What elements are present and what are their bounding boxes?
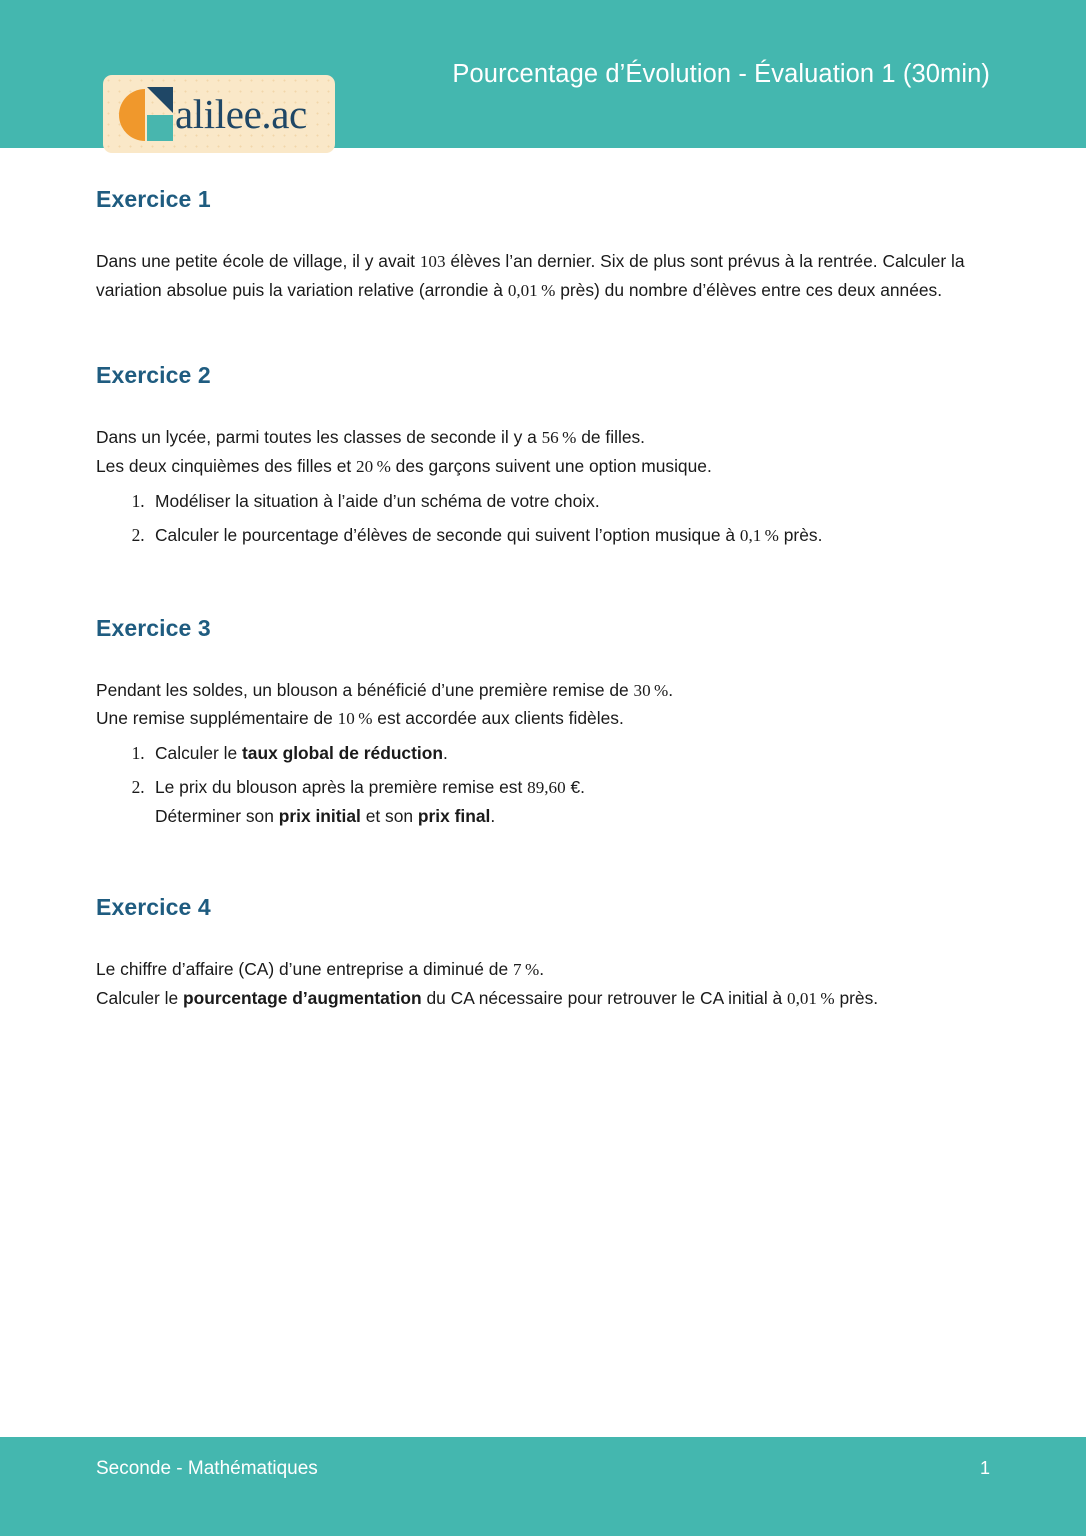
- text-run: est accordée aux clients fidèles.: [372, 708, 624, 729]
- text-run: Modéliser la situation à l’aide d’un schéma de votre choix.: [155, 490, 600, 511]
- text-run: Déterminer son: [155, 805, 279, 826]
- galilee-logo-icon: [119, 87, 176, 142]
- emphasis-text: prix initial: [278, 805, 361, 826]
- exercise-question-list: [96, 739, 990, 830]
- statement-line: [96, 247, 990, 304]
- exercise-section: [96, 615, 990, 830]
- text-run: du CA nécessaire pour retrouver le CA initial à: [421, 987, 788, 1008]
- text-run: .: [442, 743, 448, 763]
- text-run: Dans une petite école de village, il y avait: [96, 251, 420, 271]
- text-run: Calculer le: [96, 987, 183, 1008]
- emphasis-text: taux global de réduction: [242, 743, 443, 763]
- question-item: [149, 739, 990, 767]
- text-run: Une remise supplémentaire de: [96, 708, 338, 729]
- question-item: [149, 487, 990, 515]
- exercise-statement: [96, 676, 990, 733]
- text-run: élèves l’an dernier. Six de plus sont prévus à la rentrée. Calculer la variation absolue puis la variation relative (arrondie à: [96, 251, 965, 300]
- section-spacer: [96, 836, 990, 894]
- exercise-statement: [96, 955, 990, 1012]
- footer-page-number: 1: [979, 1458, 990, 1478]
- question-item: [149, 773, 990, 830]
- footer-band: [0, 1437, 1086, 1536]
- footer-subject-label: Seconde - Mathématiques: [96, 1457, 318, 1479]
- text-run: Le chiffre d’affaire (CA) d’une entreprise a diminué de: [96, 959, 513, 980]
- question-line: [155, 773, 990, 802]
- math-value: 0,01 %: [507, 280, 556, 300]
- math-value: 56 %: [541, 428, 577, 448]
- text-run: Pendant les soldes, un blouson a bénéficié d’une première remise de: [96, 679, 634, 700]
- exercise-question-list: [96, 487, 990, 550]
- logo-half-disc-shape: [119, 89, 145, 141]
- footer-content: [96, 1437, 990, 1500]
- question-line: [155, 487, 990, 515]
- logo-triangle-shape: [147, 87, 173, 113]
- text-run: de filles.: [576, 427, 646, 448]
- text-run: .: [490, 805, 496, 826]
- text-run: .: [668, 679, 674, 700]
- exercise-heading: Exercice 1: [96, 186, 211, 212]
- statement-line: [96, 955, 990, 984]
- math-value: 89,60: [527, 778, 566, 798]
- math-value: 103: [419, 252, 446, 271]
- section-spacer: [96, 304, 990, 362]
- math-value: 30 %: [633, 680, 669, 700]
- text-run: des garçons suivent une option musique.: [390, 456, 712, 477]
- exercise-statement: [96, 423, 990, 480]
- document-title: Pourcentage d’Évolution - Évaluation 1 (30min): [452, 59, 990, 88]
- exercise-section: [96, 362, 990, 549]
- logo-square-shape: [147, 115, 173, 141]
- math-value: 7 %: [512, 960, 540, 980]
- document-body: [96, 186, 990, 1012]
- statement-line: [96, 984, 990, 1013]
- emphasis-text: pourcentage d’augmentation: [183, 987, 422, 1008]
- math-value: 0,01 %: [787, 988, 835, 1008]
- statement-line: [96, 452, 990, 481]
- exercise-section: [96, 894, 990, 1012]
- logo-card: [103, 75, 335, 153]
- math-value: 10 %: [337, 709, 373, 729]
- text-run: et son: [360, 805, 418, 826]
- question-line: [155, 739, 990, 767]
- exercise-statement: [96, 247, 990, 304]
- section-spacer: [96, 556, 990, 615]
- exercise-heading: Exercice 4: [96, 894, 211, 921]
- question-line: [155, 802, 990, 830]
- statement-line: [96, 704, 990, 733]
- emphasis-text: prix final: [417, 805, 491, 826]
- math-value: 0,1 %: [739, 525, 779, 545]
- text-run: Dans un lycée, parmi toutes les classes de seconde il y a: [96, 427, 542, 448]
- text-run: Les deux cinquièmes des filles et: [96, 456, 357, 477]
- text-run: .: [539, 959, 545, 980]
- exercise-heading: Exercice 2: [96, 362, 211, 389]
- text-run: Calculer le: [155, 743, 242, 763]
- exercise-heading: Exercice 3: [96, 614, 211, 641]
- text-run: Le prix du blouson après la première remise est: [155, 777, 528, 798]
- exercise-section: [96, 186, 990, 304]
- text-run: près.: [778, 524, 823, 545]
- text-run: près) du nombre d’élèves entre ces deux années.: [555, 279, 943, 300]
- statement-line: [96, 423, 990, 452]
- math-value: 20 %: [356, 457, 391, 477]
- text-run: Calculer le pourcentage d’élèves de seconde qui suivent l’option musique à: [155, 524, 740, 545]
- statement-line: [96, 676, 990, 705]
- text-run: €.: [565, 777, 585, 798]
- logo-wordmark: alilee.ac: [175, 91, 307, 137]
- question-line: [155, 521, 990, 550]
- question-item: [149, 521, 990, 550]
- text-run: près.: [834, 987, 879, 1008]
